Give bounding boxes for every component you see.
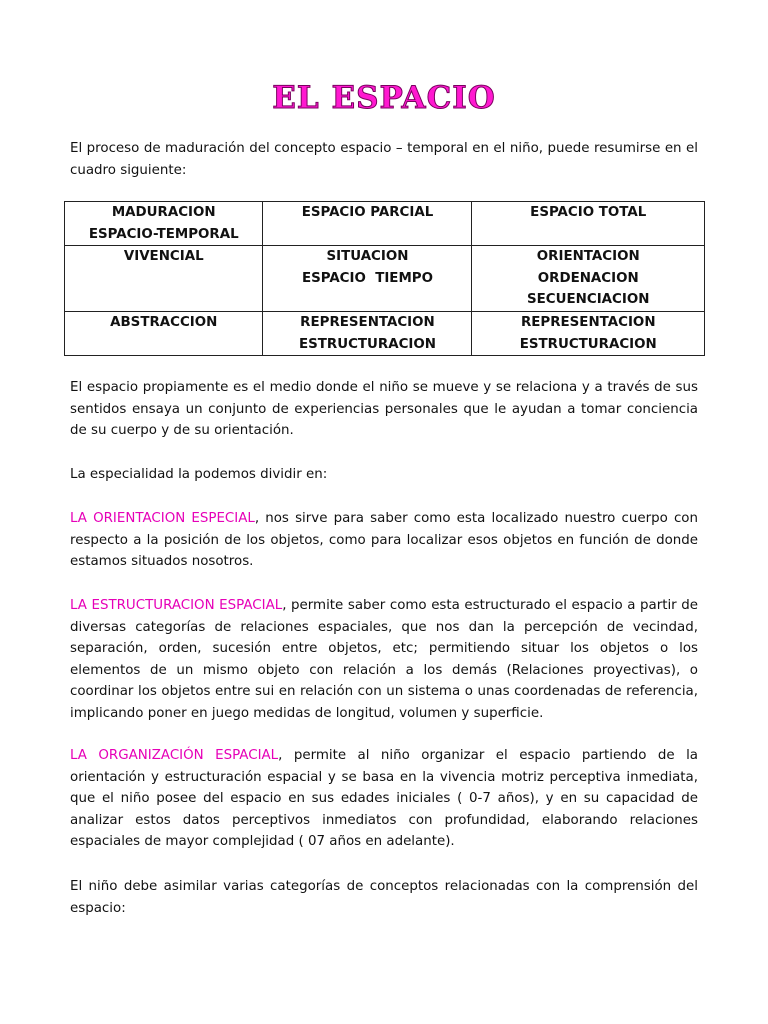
division-paragraph: La especialidad la podemos dividir en: — [70, 467, 328, 482]
table-cell — [472, 246, 705, 312]
structuring-text: , permite saber como esta estructurado el espacio a partir de diversas categorías de relaciones espaciales, que nos dan la percepción de vecindad, separación, orden, sucesión entre objetos, etc; permitiendo situar los objetos o los elementos de un mismo objeto con relación a los demás (Relaciones proyectivas), o coordinar los objetos entre sui en relación con un sistema o unas coordenadas de referencia, implicando poner en juego medidas de longitud, volumen y superficie. — [70, 598, 698, 721]
table-cell-line: ESPACIO-TEMPORAL — [88, 226, 239, 242]
organization-heading: LA ORGANIZACIÓN ESPACIAL — [70, 748, 279, 763]
orientation-heading: LA ORIENTACION ESPECIAL — [70, 511, 255, 526]
table-cell — [472, 311, 705, 355]
final-paragraph: El niño debe asimilar varias categorías de conceptos relacionadas con la comprensión del espacio: — [70, 879, 698, 916]
space-definition-paragraph: El espacio propiamente es el medio donde el niño se mueve y se relaciona y a través de sus sentidos ensaya un conjunto de experiencias personales que le ayudan a tomar conciencia de su cuerpo y de su orientación. — [70, 380, 698, 439]
table-cell — [65, 246, 263, 312]
table-cell-line: VIVENCIAL — [123, 249, 204, 265]
table-cell — [472, 202, 705, 246]
table-cell-line: ESTRUCTURACION — [298, 336, 436, 352]
table-cell-line: ABSTRACCION — [110, 314, 218, 330]
maturation-table — [64, 201, 705, 356]
page-title: EL ESPACIO — [272, 80, 496, 116]
table-row — [65, 246, 705, 312]
orientation-paragraph — [70, 508, 698, 573]
table-cell-line: ESPACIO PARCIAL — [301, 205, 434, 220]
table-cell-line: ESPACIO TIEMPO — [301, 270, 433, 286]
organization-text: , permite al niño organizar el espacio partiendo de la orientación y estructuración espacial y se basa en la vivencia motriz perceptiva inmediata, que el niño posee del espacio en sus edades iniciales ( 0-7 años), y en su capacidad de analizar estos datos perceptivos inmediatos con profundidad, elaborando relaciones espaciales de mayor complejidad ( 07 años en adelante). — [70, 748, 698, 850]
table-cell — [65, 202, 263, 246]
table-cell-line: SECUENCIACION — [527, 292, 650, 308]
table-cell — [263, 246, 472, 312]
table-row — [65, 311, 705, 355]
orientation-text: , nos sirve para saber como esta localizado nuestro cuerpo con respecto a la posición de los objetos, como para localizar esos objetos en función de donde estamos situados nosotros. — [70, 511, 698, 570]
table-cell-line: MADURACION — [111, 205, 216, 220]
table-cell-line: SITUACION — [326, 249, 409, 265]
structuring-paragraph — [70, 595, 698, 725]
table-cell — [65, 311, 263, 355]
intro-paragraph: El proceso de maduración del concepto espacio – temporal en el niño, puede resumirse en el cuadro siguiente: — [70, 141, 698, 178]
structuring-heading: LA ESTRUCTURACION ESPACIAL — [70, 598, 283, 613]
table-cell — [263, 202, 472, 246]
table-cell-line: REPRESENTACION — [520, 314, 656, 330]
table-cell-line: ORDENACION — [537, 270, 639, 286]
table-cell — [263, 311, 472, 355]
table-cell-line: ESPACIO TOTAL — [530, 205, 647, 220]
organization-paragraph — [70, 745, 698, 853]
table-cell-line: ORIENTACION — [536, 249, 640, 265]
table-row — [65, 202, 705, 246]
table-cell-line: ESTRUCTURACION — [519, 336, 657, 352]
table-cell-line: REPRESENTACION — [300, 314, 435, 330]
